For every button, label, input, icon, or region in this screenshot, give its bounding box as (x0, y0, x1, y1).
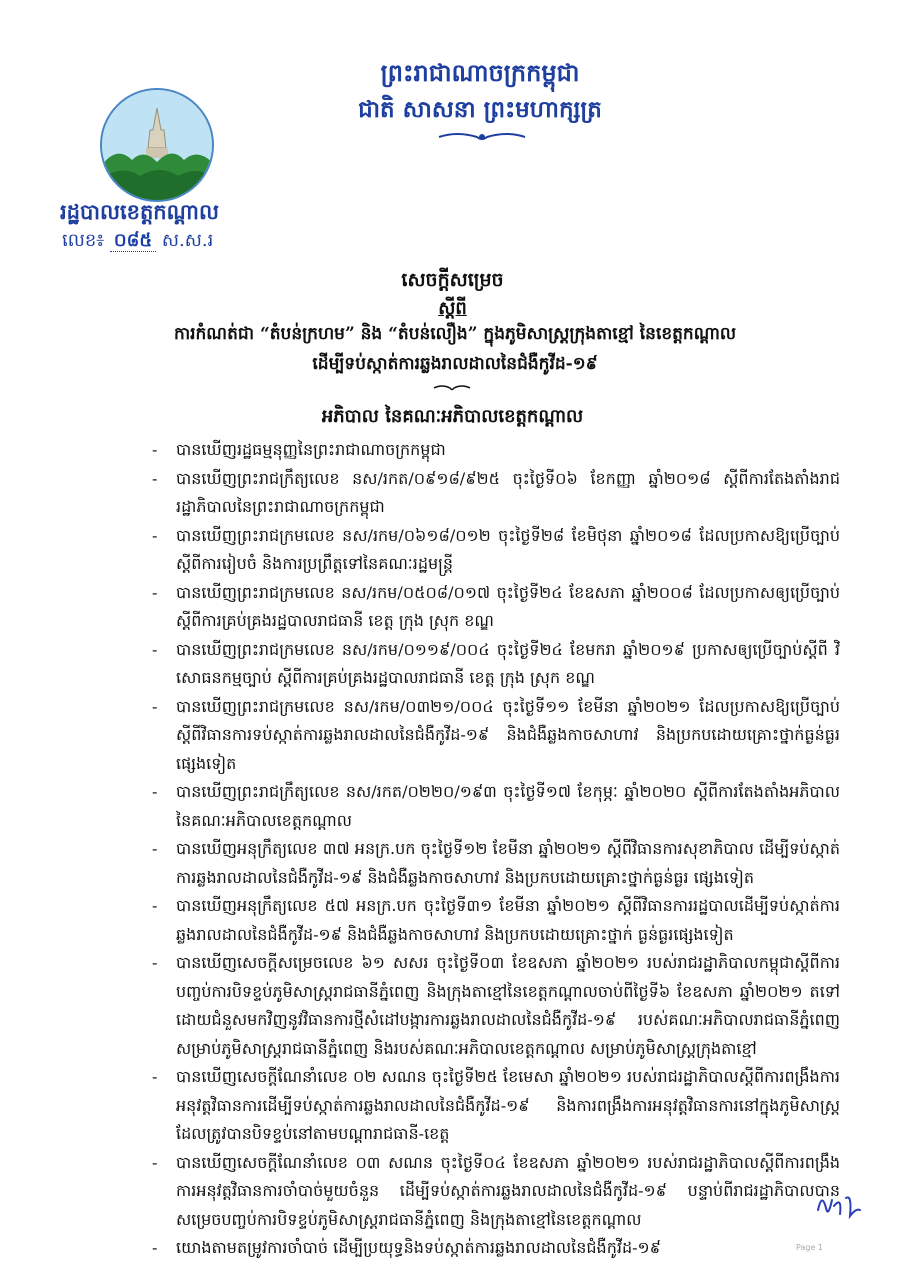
recital-text: បានឃើញសេចក្តីណែនាំលេខ ០២ សណន ចុះថ្ងៃទី២៥ ខែមេសា ឆ្នាំ២០២១ របស់រាជរដ្ឋាភិបាលស្តីពីការពង្រឹងការអនុវត្តវិធានការដើម្បីទប់ស្កាត់ការឆ្លងរាលដាលនៃជំងឺកូវីដ-១៩ និងការពង្រឹងការអនុវត្តវិធានការនៅក្នុងភូមិសាស្ត្រ ដែលត្រូវបានបិទខ្ទប់នៅតាមបណ្តារាជធានី-ខេត្ត (176, 1067, 840, 1143)
page-number: Page 1 (796, 1243, 823, 1252)
recital-text: បានឃើញព្រះរាជក្រឹត្យលេខ នស/រកត/០២២០/១៩៣ ចុះថ្ងៃទី១៧ ខែកុម្ភៈ ឆ្នាំ២០២០ ស្តីពីការតែងតាំងអភិបាលនៃគណៈអភិបាលខេត្តកណ្តាល (176, 782, 840, 830)
national-motto: ជាតិ សាសនា ព្រះមហាក្សត្រ (358, 96, 602, 123)
document-type-title: សេចក្តីសម្រេច (401, 269, 504, 291)
title-divider-icon (432, 383, 472, 393)
recital-text: បានឃើញព្រះរាជក្រមលេខ នស/រកម/០១១៩/០០៤ ចុះថ្ងៃទី២៤ ខែមករា ឆ្នាំ២០១៩ ប្រកាសឲ្យប្រើច្បាប់ស្តីពី វិសោធនកម្មច្បាប់ ស្តីពីការគ្រប់គ្រងរដ្ឋបាលរាជធានី ខេត្ត ក្រុង ស្រុក ខណ្ឌ (176, 639, 840, 687)
recital-text: បានឃើញព្រះរាជក្រមលេខ នស/រកម/០៦១៨/០១២ ចុះថ្ងៃទី២៨ ខែមិថុនា ឆ្នាំ២០១៨ ដែលប្រកាសឱ្យប្រើច្បាប់ស្តីពីការរៀបចំ និងការប្រព្រឹត្តទៅនៃគណៈរដ្ឋមន្ត្រី (176, 525, 840, 573)
provincial-seal-logo (100, 88, 214, 202)
recital-item: - បានឃើញសេចក្តីណែនាំលេខ ០២ សណន ចុះថ្ងៃទី២៥ ខែមេសា ឆ្នាំ២០២១ របស់រាជរដ្ឋាភិបាលស្តីពីការពង្រឹងការអនុវត្តវិធានការដើម្បីទប់ស្កាត់ការឆ្លងរាលដាលនៃជំងឺកូវីដ-១៩ និងការពង្រឹងការអនុវត្តវិធានការនៅក្នុងភូមិសាស្ត្រ ដែលត្រូវបានបិទខ្ទប់នៅតាមបណ្តារាជធានី-ខេត្ត (152, 1067, 840, 1143)
recital-text: យោងតាមតម្រូវការចាំបាច់ ដើម្បីប្រយុទ្ធនិងទប់ស្កាត់ការឆ្លងរាលដាលនៃជំងឺកូវីដ-១៩ (176, 1238, 661, 1257)
recital-item: - បានឃើញព្រះរាជក្រមលេខ នស/រកម/០៣២១/០០៤ ចុះថ្ងៃទី១១ ខែមីនា ឆ្នាំ២០២១ ដែលប្រកាសឱ្យប្រើច្បាប់ស្តីពីវិធានការទប់ស្កាត់ការឆ្លងរាលដាលនៃជំងឺកូវីដ-១៩ និងជំងឺឆ្លងកាចសាហាវ និងប្រកបដោយគ្រោះថ្នាក់ធ្ងន់ធ្ងរផ្សេងទៀត (152, 696, 840, 773)
recital-text: បានឃើញអនុក្រឹត្យលេខ ៥៧ អនក្រ.បក ចុះថ្ងៃទី៣១ ខែមីនា ឆ្នាំ២០២១ ស្តីពីវិធានការរដ្ឋបាលដើម្បីទប់ស្កាត់ការឆ្លងរាលដាលនៃជំងឺកូវីដ-១៩ និងជំងឺឆ្លងកាចសាហាវ និងប្រកបដោយគ្រោះថ្នាក់ ធ្ងន់ធ្ងរផ្សេងទៀត (176, 896, 840, 944)
recital-item: - បានឃើញអនុក្រឹត្យលេខ ៥៧ អនក្រ.បក ចុះថ្ងៃទី៣១ ខែមីនា ឆ្នាំ២០២១ ស្តីពីវិធានការរដ្ឋបាលដើម្បីទប់ស្កាត់ការឆ្លងរាលដាលនៃជំងឺកូវីដ-១៩ និងជំងឺឆ្លងកាចសាហាវ និងប្រកបដោយគ្រោះថ្នាក់ ធ្ងន់ធ្ងរផ្សេងទៀត (152, 896, 840, 944)
subject-line-2: ដើម្បីទប់ស្កាត់ការឆ្លងរាលដាលនៃជំងឺកូវីដ-១៩ (312, 354, 598, 374)
recital-text: បានឃើញអនុក្រឹត្យលេខ ៣៧ អនក្រ.បក ចុះថ្ងៃទី១២ ខែមីនា ឆ្នាំ២០២១ ស្តីពីវិធានការសុខាភិបាល ដើម្បីទប់ស្កាត់ ការឆ្លងរាលដាលនៃជំងឺកូវីដ-១៩ និងជំងឺឆ្លងកាចសាហាវ និងប្រកបដោយគ្រោះថ្នាក់ធ្ងន់ធ្ងរ ផ្សេងទៀត (176, 839, 840, 887)
recital-item: - បានឃើញព្រះរាជក្រឹត្យលេខ នស/រកត/០៩១៨/៩២៥ ចុះថ្ងៃទី០៦ ខែកញ្ញា ឆ្នាំ២០១៨ ស្តីពីការតែងតាំងរាជរដ្ឋាភិបាលនៃព្រះរាជាណាចក្រកម្ពុជា (152, 468, 840, 516)
issuer-heading: អភិបាល នៃគណៈអភិបាលខេត្តកណ្តាល (321, 406, 584, 427)
recital-item: - យោងតាមតម្រូវការចាំបាច់ ដើម្បីប្រយុទ្ធនិងទប់ស្កាត់ការឆ្លងរាលដាលនៃជំងឺកូវីដ-១៩ (152, 1238, 661, 1257)
recital-item: - បានឃើញព្រះរាជក្រឹត្យលេខ នស/រកត/០២២០/១៩៣ ចុះថ្ងៃទី១៧ ខែកុម្ភៈ ឆ្នាំ២០២០ ស្តីពីការតែងតាំងអភិបាលនៃគណៈអភិបាលខេត្តកណ្តាល (152, 782, 840, 830)
recital-item: - បានឃើញអនុក្រឹត្យលេខ ៣៧ អនក្រ.បក ចុះថ្ងៃទី១២ ខែមីនា ឆ្នាំ២០២១ ស្តីពីវិធានការសុខាភិបាល ដើម្បីទប់ស្កាត់ ការឆ្លងរាលដាលនៃជំងឺកូវីដ-១៩ និងជំងឺឆ្លងកាចសាហាវ និងប្រកបដោយគ្រោះថ្នាក់ធ្ងន់ធ្ងរ ផ្សេងទៀត (152, 839, 840, 887)
recital-item: - បានឃើញព្រះរាជក្រមលេខ នស/រកម/០១១៩/០០៤ ចុះថ្ងៃទី២៤ ខែមករា ឆ្នាំ២០១៩ ប្រកាសឲ្យប្រើច្បាប់ស្តីពី វិសោធនកម្មច្បាប់ ស្តីពីការគ្រប់គ្រងរដ្ឋបាលរាជធានី ខេត្ត ក្រុង ស្រុក ខណ្ឌ (152, 639, 840, 687)
recital-text: បានឃើញព្រះរាជក្រមលេខ នស/រកម/០៣២១/០០៤ ចុះថ្ងៃទី១១ ខែមីនា ឆ្នាំ២០២១ ដែលប្រកាសឱ្យប្រើច្បាប់ស្តីពីវិធានការទប់ស្កាត់ការឆ្លងរាលដាលនៃជំងឺកូវីដ-១៩ និងជំងឺឆ្លងកាចសាហាវ និងប្រកបដោយគ្រោះថ្នាក់ធ្ងន់ធ្ងរផ្សេងទៀត (176, 696, 840, 773)
recital-item: - បានឃើញព្រះរាជក្រមលេខ នស/រកម/០៥០៨/០១៧ ចុះថ្ងៃទី២៤ ខែឧសភា ឆ្នាំ២០០៨ ដែលប្រកាសឲ្យប្រើច្បាប់ស្តីពីការគ្រប់គ្រងរដ្ឋបាលរាជធានី ខេត្ត ក្រុង ស្រុក ខណ្ឌ (152, 582, 840, 630)
subject-label: ស្តីពី (438, 298, 467, 319)
recital-text: បានឃើញសេចក្តីសម្រេចលេខ ៦១ សសរ ចុះថ្ងៃទី០៣ ខែឧសភា ឆ្នាំ២០២១ របស់រាជរដ្ឋាភិបាលកម្ពុជាស្តីពីការបញ្ចប់ការបិទខ្ទប់ភូមិសាស្ត្ររាជធានីភ្នំពេញ និងក្រុងតាខ្មៅនៃខេត្តកណ្តាលចាប់ពីថ្ងៃទី៦ ខែឧសភា ឆ្នាំ២០២១ តទៅ ដោយជំនួសមកវិញនូវវិធានការថ្មីសំដៅបង្ការការឆ្លងរាលដាលនៃជំងឺកូវីដ-១៩ របស់គណៈអភិបាលរាជធានីភ្នំពេញ សម្រាប់ភូមិសាស្ត្ររាជធានីភ្នំពេញ និងរបស់គណៈអភិបាលខេត្តកណ្តាល សម្រាប់ភូមិសាស្ត្រក្រុងតាខ្មៅ (176, 953, 840, 1058)
recital-text: បានឃើញព្រះរាជក្រឹត្យលេខ នស/រកត/០៩១៨/៩២៥ ចុះថ្ងៃទី០៦ ខែកញ្ញា ឆ្នាំ២០១៨ ស្តីពីការតែងតាំងរាជរដ្ឋាភិបាលនៃព្រះរាជាណាចក្រកម្ពុជា (176, 468, 840, 516)
recital-text: បានឃើញសេចក្តីណែនាំលេខ ០៣ សណន ចុះថ្ងៃទី០៤ ខែឧសភា ឆ្នាំ២០២១ របស់រាជរដ្ឋាភិបាលស្តីពីការពង្រឹងការអនុវត្តវិធានការចាំបាច់មួយចំនួន ដើម្បីទប់ស្កាត់ការឆ្លងរាលដាលនៃជំងឺកូវីដ-១៩ បន្ទាប់ពីរាជរដ្ឋាភិបាលបានសម្រេចបញ្ចប់ការបិទខ្ទប់ភូមិសាស្ត្ររាជធានីភ្នំពេញ និងក្រុងតាខ្មៅនៃខេត្តកណ្តាល (176, 1152, 840, 1229)
recital-text: បានឃើញព្រះរាជក្រមលេខ នស/រកម/០៥០៨/០១៧ ចុះថ្ងៃទី២៤ ខែឧសភា ឆ្នាំ២០០៨ ដែលប្រកាសឲ្យប្រើច្បាប់ស្តីពីការគ្រប់គ្រងរដ្ឋបាលរាជធានី ខេត្ត ក្រុង ស្រុក ខណ្ឌ (176, 582, 840, 630)
ref-label: លេខ៖ (62, 230, 105, 251)
ref-number: ០៨៥ (110, 230, 156, 252)
kingdom-heading: ព្រះរាជាណាចក្រកម្ពុជា (380, 58, 580, 87)
seal-emblem-icon (102, 90, 212, 200)
recital-item: - បានឃើញសេចក្តីសម្រេចលេខ ៦១ សសរ ចុះថ្ងៃទី០៣ ខែឧសភា ឆ្នាំ២០២១ របស់រាជរដ្ឋាភិបាលកម្ពុជាស្តីពីការបញ្ចប់ការបិទខ្ទប់ភូមិសាស្ត្ររាជធានីភ្នំពេញ និងក្រុងតាខ្មៅនៃខេត្តកណ្តាលចាប់ពីថ្ងៃទី៦ ខែឧសភា ឆ្នាំ២០២១ តទៅ ដោយជំនួសមកវិញនូវវិធានការថ្មីសំដៅបង្ការការឆ្លងរាលដាលនៃជំងឺកូវីដ-១៩ របស់គណៈអភិបាលរាជធានីភ្នំពេញ សម្រាប់ភូមិសាស្ត្ររាជធានីភ្នំពេញ និងរបស់គណៈអភិបាលខេត្តកណ្តាល សម្រាប់ភូមិសាស្ត្រក្រុងតាខ្មៅ (152, 953, 840, 1058)
heading-ornament-icon (437, 130, 527, 144)
reference-number-row (62, 228, 213, 255)
recital-item: - បានឃើញព្រះរាជក្រមលេខ នស/រកម/០៦១៨/០១២ ចុះថ្ងៃទី២៨ ខែមិថុនា ឆ្នាំ២០១៨ ដែលប្រកាសឱ្យប្រើច្បាប់ស្តីពីការរៀបចំ និងការប្រព្រឹត្តទៅនៃគណៈរដ្ឋមន្ត្រី (152, 525, 840, 573)
recital-text: បានឃើញរដ្ឋធម្មនុញ្ញនៃព្រះរាជាណាចក្រកម្ពុជា (176, 440, 446, 459)
subject-line-1: ការកំណត់ជា “តំបន់ក្រហម” និង “តំបន់លឿង” ក្នុងភូមិសាស្ត្រក្រុងតាខ្មៅ នៃខេត្តកណ្តាល (173, 324, 737, 344)
recital-item: - បានឃើញរដ្ឋធម្មនុញ្ញនៃព្រះរាជាណាចក្រកម្ពុជា (152, 440, 446, 459)
issuing-authority-name: រដ្ឋបាលខេត្តកណ្តាល (60, 199, 219, 224)
recitals-list (150, 436, 840, 1263)
handwritten-initials-icon (812, 1188, 862, 1222)
recital-item: - បានឃើញសេចក្តីណែនាំលេខ ០៣ សណន ចុះថ្ងៃទី០៤ ខែឧសភា ឆ្នាំ២០២១ របស់រាជរដ្ឋាភិបាលស្តីពីការពង្រឹងការអនុវត្តវិធានការចាំបាច់មួយចំនួន ដើម្បីទប់ស្កាត់ការឆ្លងរាលដាលនៃជំងឺកូវីដ-១៩ បន្ទាប់ពីរាជរដ្ឋាភិបាលបានសម្រេចបញ្ចប់ការបិទខ្ទប់ភូមិសាស្ត្ររាជធានីភ្នំពេញ និងក្រុងតាខ្មៅនៃខេត្តកណ្តាល (152, 1152, 840, 1229)
ref-suffix: ស.ស.រ (161, 230, 214, 251)
